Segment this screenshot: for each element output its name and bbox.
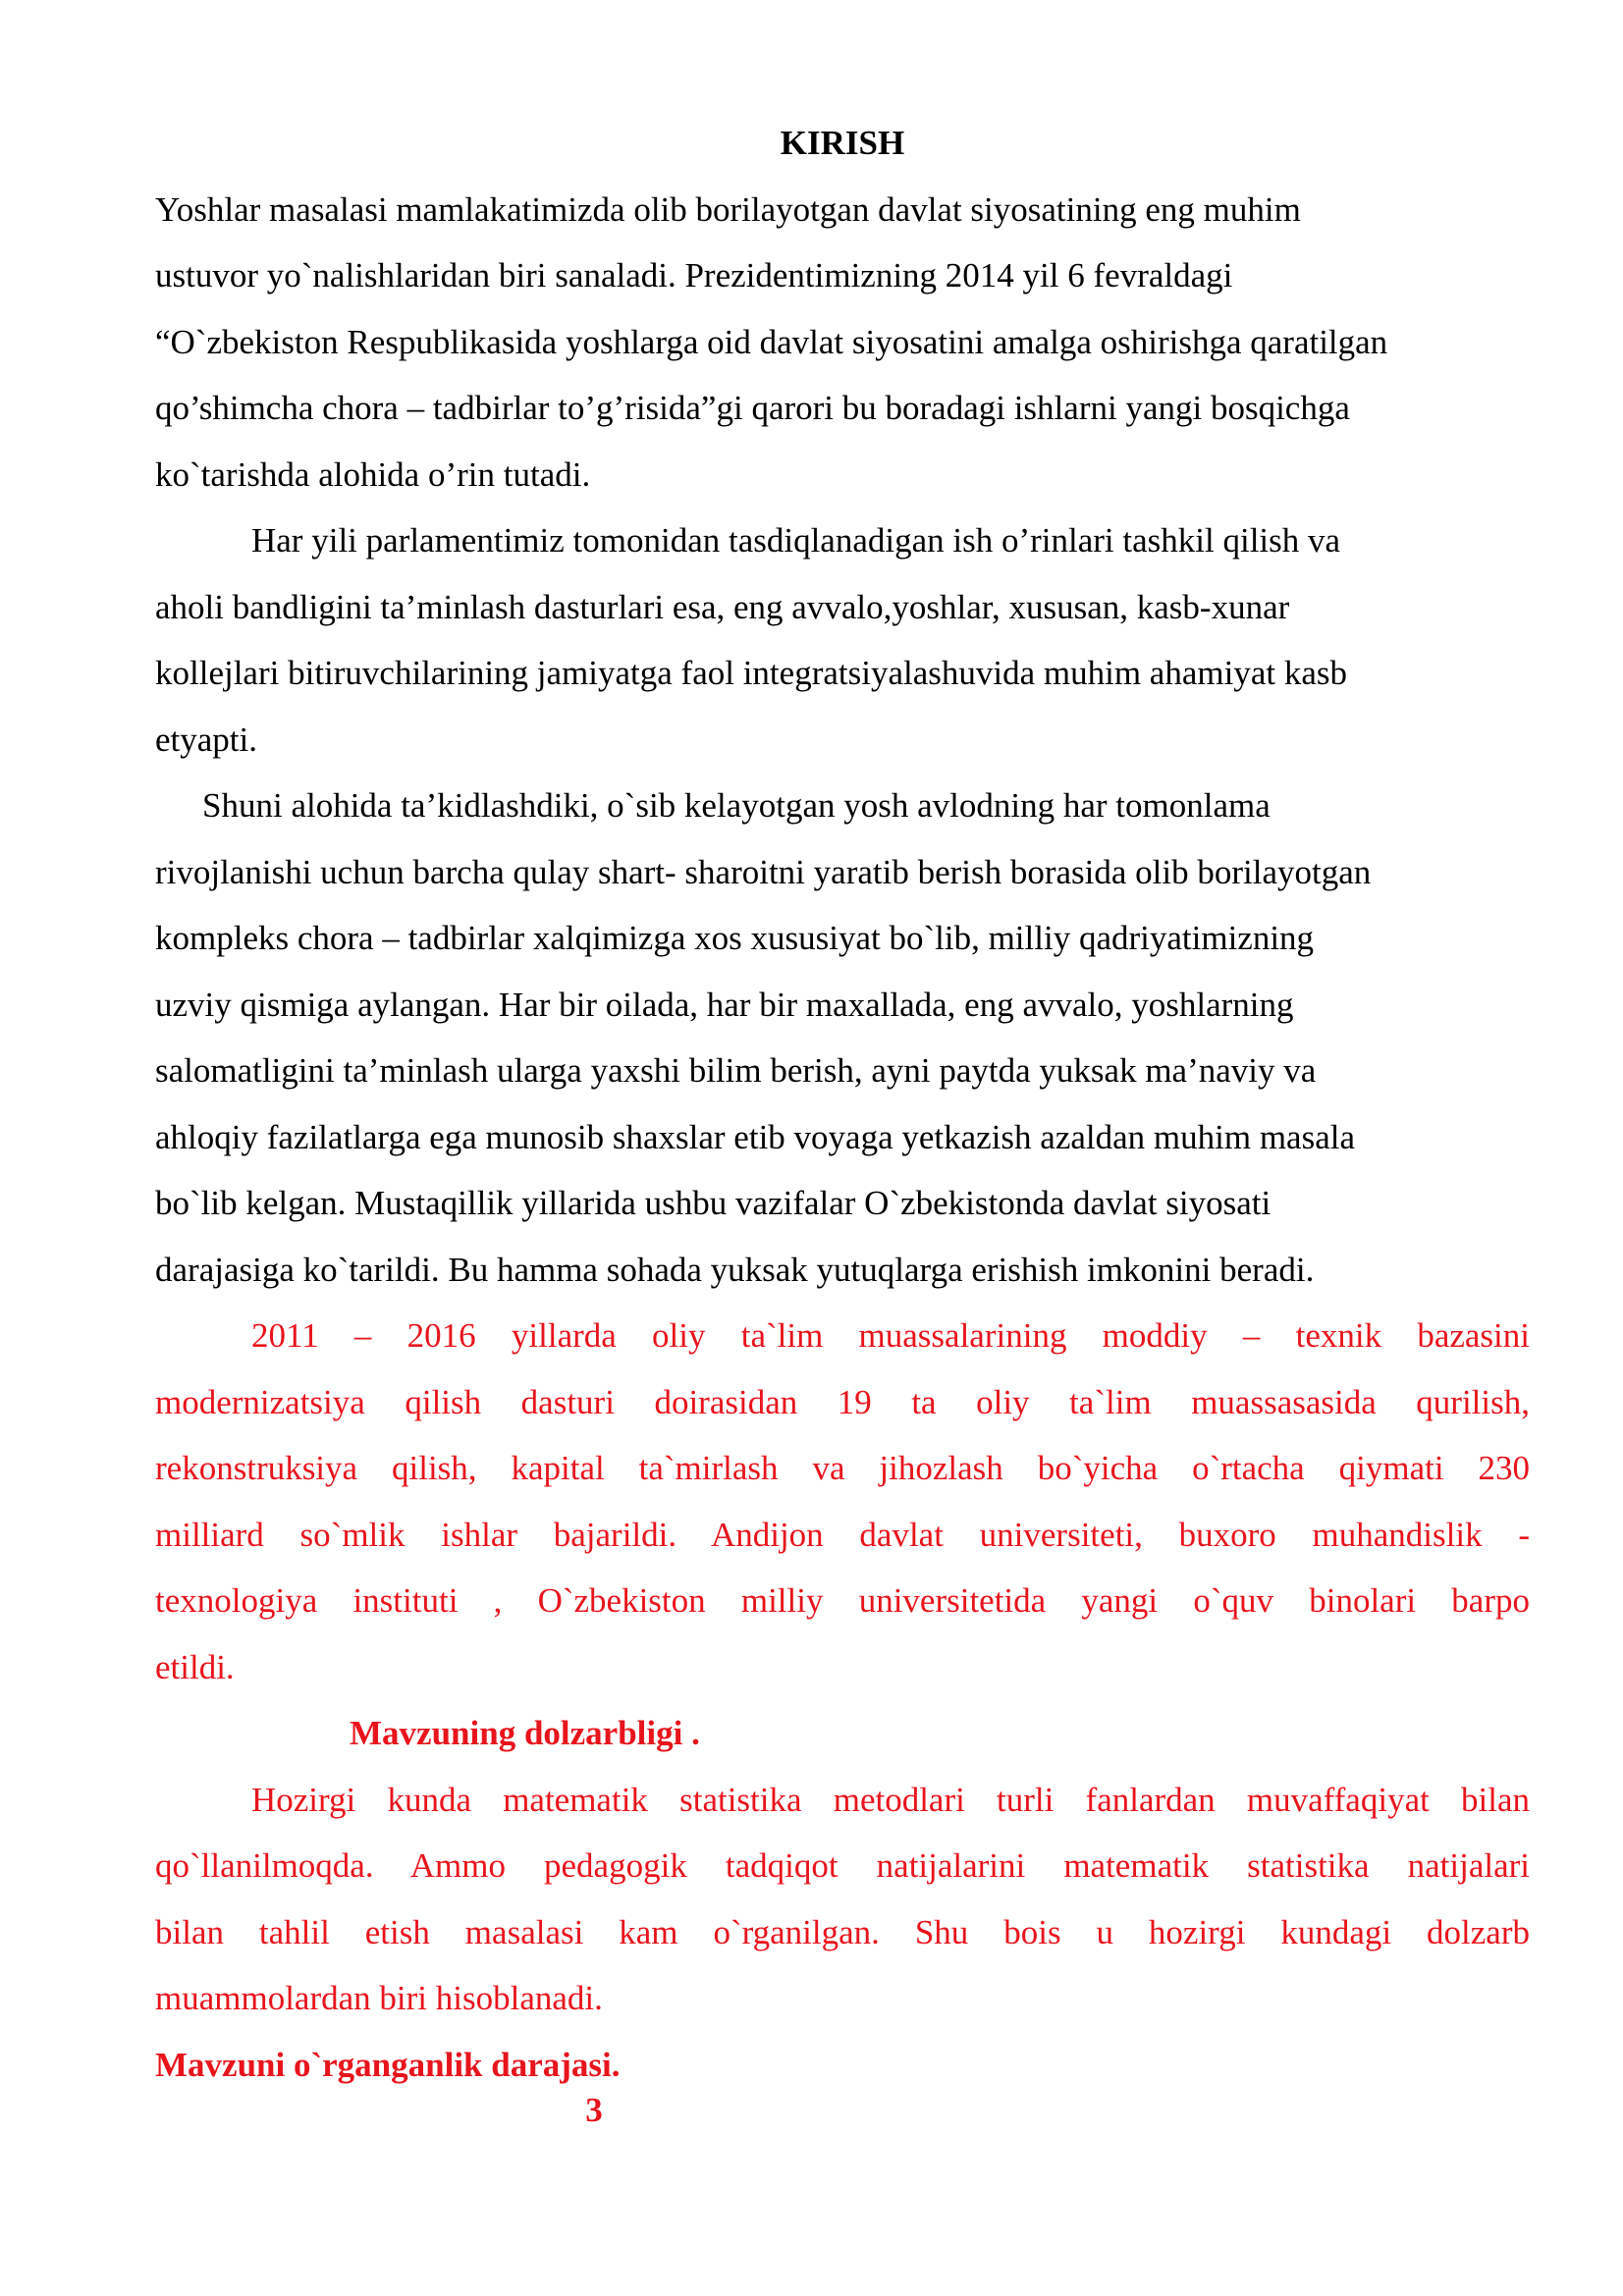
paragraph-line: texnologiya instituti , O`zbekiston milliy universitetida yangi o`quv binolari barpo: [155, 1581, 1530, 1620]
page-number: 3: [585, 2091, 603, 2129]
paragraph-line: Yoshlar masalasi mamlakatimizda olib borilayotgan davlat siyosatining eng muhim: [155, 189, 1301, 229]
paragraph-line: muammolardan biri hisoblanadi.: [155, 1979, 603, 2017]
paragraph-line: Har yili parlamentimiz tomonidan tasdiqlanadigan ish o’rinlari tashkil qilish va: [251, 521, 1341, 560]
paragraph-line: Shuni alohida ta’kidlashdiki, o`sib kelayotgan yosh avlodning har tomonlama: [202, 786, 1271, 825]
paragraph-intro: [155, 177, 1530, 508]
section-heading-study: Mavzuni o`rganganlik darajasi.: [155, 2045, 621, 2084]
paragraph-line: Hozirgi kunda matematik statistika metodlari turli fanlardan muvaffaqiyat bilan: [251, 1780, 1530, 1819]
paragraph-line: aholi bandligini ta’minlash dasturlari esa, eng avvalo,yoshlar, xususan, kasb-xunar: [155, 587, 1290, 626]
paragraph-modernization: [155, 1303, 1530, 1700]
paragraph-relevance: [155, 1767, 1530, 2032]
paragraph-line: rekonstruksiya qilish, kapital ta`mirlash va jihozlash bo`yicha o`rtacha qiymati 230: [155, 1449, 1530, 1487]
paragraph-line: kompleks chora – tadbirlar xalqimizga xos xususiyat bo`lib, milliy qadriyatimizning: [155, 919, 1315, 957]
paragraph-line: bo`lib kelgan. Mustaqillik yillarida ushbu vazifalar O`zbekistonda davlat siyosati: [155, 1184, 1271, 1222]
paragraph-line: ko`tarishda alohida o’rin tutadi.: [155, 454, 591, 494]
paragraph-line: modernizatsiya qilish dasturi doirasidan 19 ta oliy ta`lim muassasasida qurilish,: [155, 1382, 1530, 1421]
page-title: KIRISH: [780, 124, 905, 162]
paragraph-line: qo’shimcha chora – tadbirlar to’g’risida”gi qarori bu boradagi ishlarni yangi bosqichga: [155, 389, 1350, 427]
paragraph-youth: [155, 773, 1530, 1303]
paragraph-line: salomatligini ta’minlash ularga yaxshi bilim berish, ayni paytda yuksak ma’naviy va: [155, 1051, 1317, 1090]
section-heading-relevance: Mavzuning dolzarbligi .: [350, 1714, 700, 1752]
paragraph-line: qo`llanilmoqda. Ammo pedagogik tadqiqot natijalarini matematik statistika natijalari: [155, 1846, 1530, 1885]
paragraph-line: milliard so`mlik ishlar bajarildi. Andijon davlat universiteti, buxoro muhandislik -: [155, 1515, 1530, 1554]
paragraph-line: bilan tahlil etish masalasi kam o`rganilgan. Shu bois u hozirgi kundagi dolzarb: [155, 1912, 1530, 1951]
document-page: [155, 110, 1530, 2098]
paragraph-line: rivojlanishi uchun barcha qulay shart- sharoitni yaratib berish borasida olib borilayotgan: [155, 852, 1372, 891]
paragraph-line: kollejlari bitiruvchilarining jamiyatga faol integratsiyalashuvida muhim ahamiyat kasb: [155, 654, 1347, 692]
paragraph-line: 2011 – 2016 yillarda oliy ta`lim muassalarining moddiy – texnik bazasini: [251, 1316, 1530, 1355]
paragraph-line: etildi.: [155, 1647, 235, 1686]
paragraph-line: uzviy qismiga aylangan. Har bir oilada, har bir maxallada, eng avvalo, yoshlarning: [155, 985, 1294, 1024]
paragraph-parliament: [155, 507, 1530, 773]
paragraph-line: ustuvor yo`nalishlaridan biri sanaladi. Prezidentimizning 2014 yil 6 fevraldagi: [155, 256, 1233, 294]
paragraph-line: darajasiga ko`tarildi. Bu hamma sohada yuksak yutuqlarga erishish imkonini beradi.: [155, 1250, 1315, 1289]
paragraph-line: ahloqiy fazilatlarga ega munosib shaxslar etib voyaga yetkazish azaldan muhim masala: [155, 1117, 1355, 1156]
paragraph-line: “O`zbekiston Respublikasida yoshlarga oid davlat siyosatini amalga oshirishga qaratilgan: [155, 322, 1388, 361]
paragraph-line: etyapti.: [155, 720, 257, 759]
